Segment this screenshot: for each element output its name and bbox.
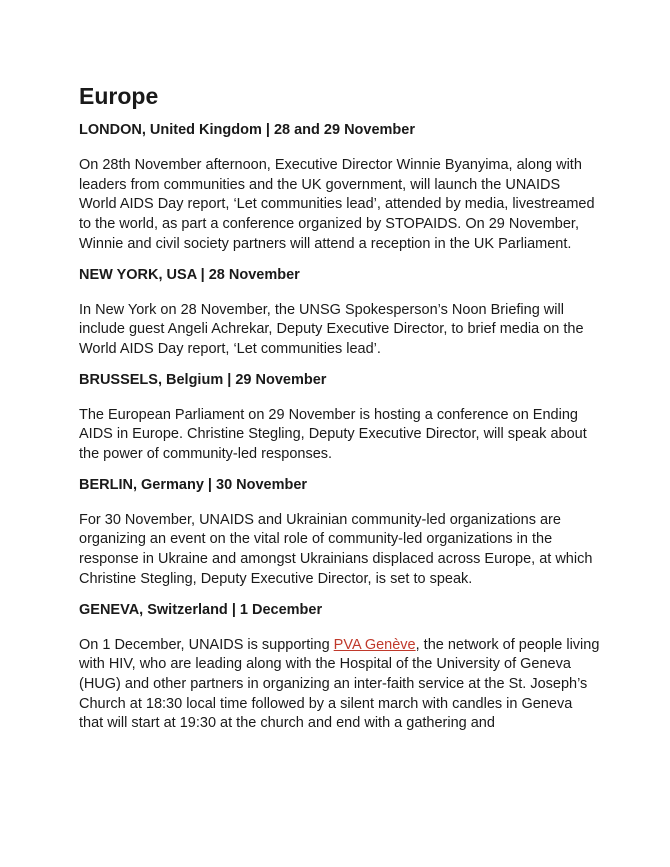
section-brussels: [79, 370, 600, 465]
page-title: Europe: [79, 83, 159, 109]
section-body: On 28th November afternoon, Executive Director Winnie Byanyima, along with leaders from communities and the UK government, will launch the UNAIDS World AIDS Day report, ‘Let communities lead’, attended by media, livestreamed to the world, as part a conference organized by STOPAIDS. On 29 November, Winnie and civil society partners will attend a reception in the UK Parliament.: [79, 157, 595, 252]
section-body: The European Parliament on 29 November is hosting a conference on Ending AIDS in Europe. Christine Stegling, Deputy Executive Director, will speak about the power of community-led responses.: [79, 406, 587, 463]
section-london: [79, 120, 600, 255]
section-heading: BERLIN, Germany | 30 November: [79, 476, 308, 493]
section-heading: LONDON, United Kingdom | 28 and 29 November: [79, 122, 415, 138]
section-berlin: [79, 475, 600, 590]
section-body: In New York on 28 November, the UNSG Spokesperson’s Noon Briefing will include guest Angeli Achrekar, Deputy Executive Director, to brief media on the World AIDS Day report, ‘Let communities lead’.: [79, 301, 584, 357]
section-heading: BRUSSELS, Belgium | 29 November: [79, 371, 327, 388]
body-text-before-link: On 1 December, UNAIDS is supporting: [79, 636, 334, 653]
section-new-york: [79, 265, 600, 360]
section-geneva: [79, 600, 600, 735]
section-body: [79, 636, 600, 735]
pva-geneve-link[interactable]: PVA Genève: [333, 636, 416, 653]
section-heading: NEW YORK, USA | 28 November: [79, 266, 300, 283]
section-heading: GENEVA, Switzerland | 1 December: [79, 601, 323, 618]
section-body: For 30 November, UNAIDS and Ukrainian community-led organizations are organizing an event on the vital role of community-led organizations in the response in Ukraine and amongst Ukrainians displaced across Europe, at which Christine Stegling, Deputy Executive Director, is set to speak.: [79, 511, 593, 587]
body-text-after-link: , the network of people living with HIV, who are leading along with the Hospital of the University of Geneva (HUG) and other partners in organizing an inter-faith service at the St. Joseph’s Church at 18:30 local time followed by a silent march with candles in Geneva that will start at 19:30 at the church and end with a gathering and: [79, 636, 600, 732]
